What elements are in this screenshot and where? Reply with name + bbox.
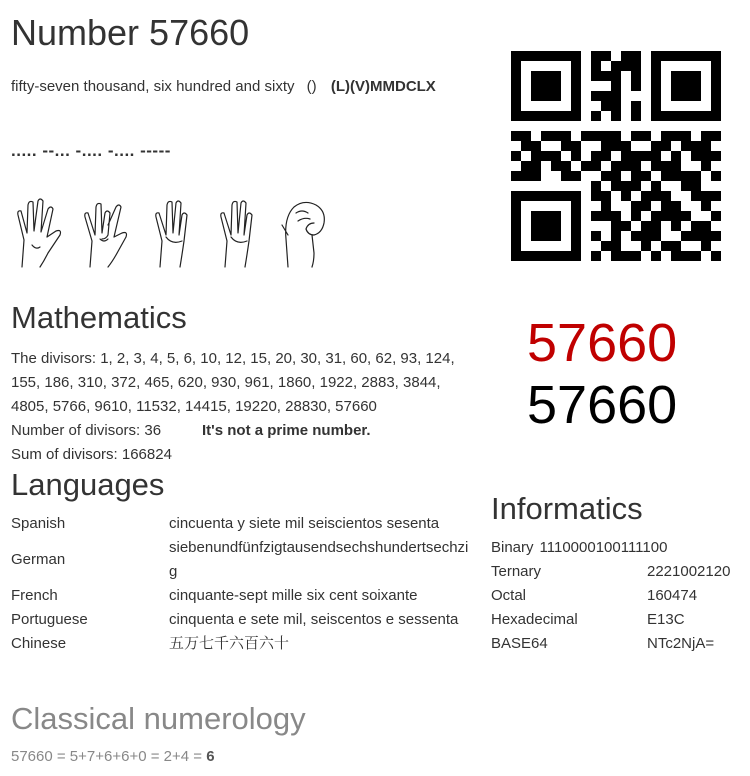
hand-seven-icon: [85, 203, 127, 267]
hand-six-icon: [156, 201, 187, 267]
language-row: [11, 536, 469, 584]
language-name: Portuguese: [11, 611, 88, 628]
language-row: [11, 512, 469, 536]
hand-five-icon: [18, 199, 61, 267]
language-value: siebenundfünfzigtausendsechshundertsechzig: [169, 539, 469, 580]
base-value: 2221002120: [647, 563, 731, 580]
mathematics-heading: Mathematics: [11, 300, 187, 335]
informatics-row: [491, 608, 730, 632]
binary-row: [491, 536, 667, 560]
sign-language-hands: [8, 195, 338, 270]
hand-zero-icon: [282, 202, 324, 267]
language-name: German: [11, 551, 66, 568]
numerology-expression: 57660 = 5+7+6+6+0 = 2+4 =: [11, 748, 207, 765]
base-value: 160474: [647, 587, 698, 604]
number-in-words: [11, 78, 436, 95]
numerology-result: 6: [206, 748, 215, 765]
large-number-black: 57660: [527, 375, 678, 435]
base-name: BASE64: [491, 635, 548, 652]
sum-of-divisors: Sum of divisors: 166824: [11, 446, 172, 463]
roman-numeral: (L)(V)MMDCLX: [330, 78, 436, 95]
hand-six-icon: [221, 201, 252, 267]
language-row: [11, 608, 469, 632]
base-name: Hexadecimal: [491, 611, 578, 628]
base-value: E13C: [647, 611, 685, 628]
morse-code: ..... --... -.... -.... -----: [11, 141, 171, 160]
languages-table: [11, 512, 469, 656]
language-name: Spanish: [11, 515, 66, 532]
language-value: 五万七千六百六十: [169, 635, 290, 652]
base-name: Ternary: [491, 563, 542, 580]
binary-label: Binary: [491, 539, 534, 556]
divisors-list: The divisors: 1, 2, 3, 4, 5, 6, 10, 12, 15, 20, 30, 31, 60, 62, 93, 124, 155, 186, 310, 372, 465, 620, 930, 961, 1860, 1922, 2883, 3844, 4805, 5766, 9610, 11532, 14415, 19220, 28830, 57660: [11, 350, 455, 415]
informatics-table: [491, 560, 730, 656]
informatics-row: [491, 560, 730, 584]
language-value: cincuenta y siete mil seiscientos sesenta: [169, 515, 440, 532]
language-row: [11, 584, 469, 608]
language-row: [11, 632, 469, 656]
language-name: Chinese: [11, 635, 67, 652]
informatics-heading: Informatics: [491, 491, 643, 526]
large-number-red: 57660: [527, 313, 678, 373]
qr-code-icon: [511, 51, 721, 261]
number-of-divisors: Number of divisors: 36: [11, 422, 162, 439]
informatics-row: [491, 632, 730, 656]
prime-status: It's not a prime number.: [202, 422, 371, 439]
languages-heading: Languages: [11, 467, 165, 502]
language-name: French: [11, 587, 58, 604]
language-value: cinquenta e sete mil, seiscentos e sessenta: [169, 611, 459, 628]
numerology-heading: Classical numerology: [11, 701, 306, 736]
informatics-row: [491, 584, 730, 608]
words-parens: (): [306, 78, 317, 95]
words-text: fifty-seven thousand, six hundred and sixty: [11, 78, 295, 95]
numerology-formula: [11, 748, 215, 765]
base-value: NTc2NjA=: [647, 635, 715, 652]
page-title: Number 57660: [11, 12, 250, 53]
language-value: cinquante-sept mille six cent soixante: [169, 587, 418, 604]
binary-value: 1110000100111100: [539, 539, 668, 556]
base-name: Octal: [491, 587, 527, 604]
